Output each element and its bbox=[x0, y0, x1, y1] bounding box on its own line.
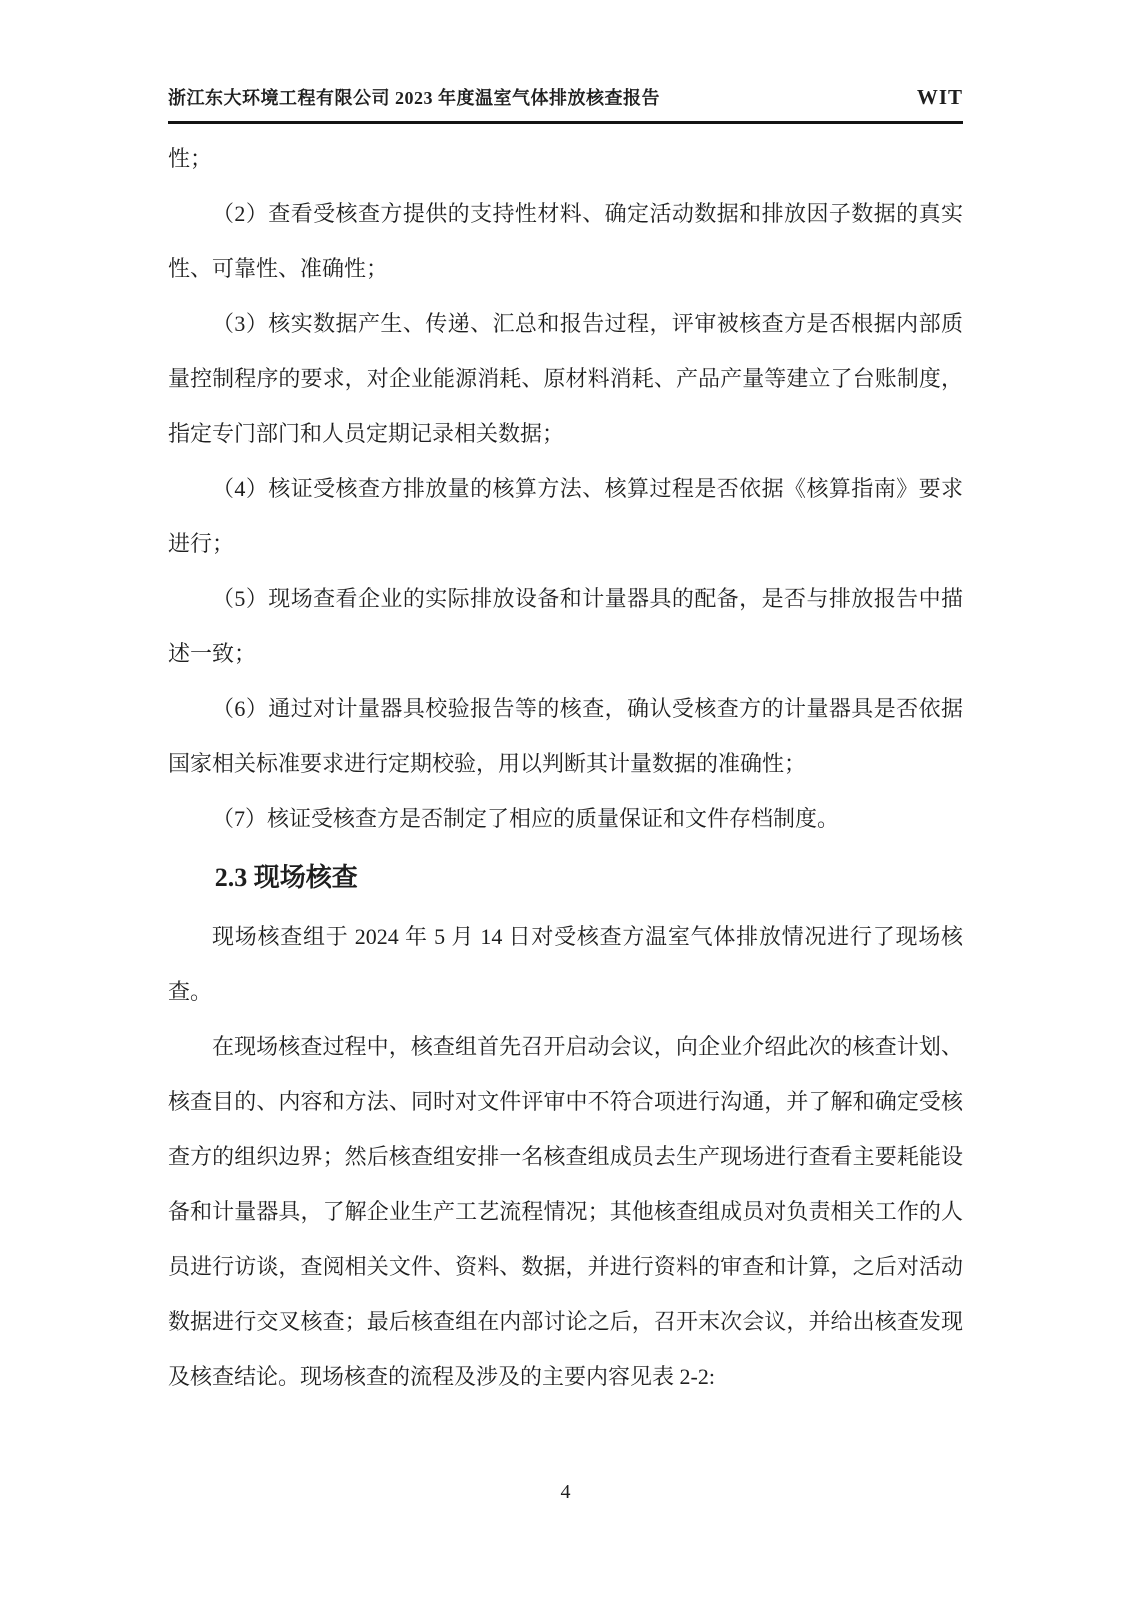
paragraph: 在现场核查过程中，核查组首先召开启动会议，向企业介绍此次的核查计划、核查目的、内容和方法、同时对文件评审中不符合项进行沟通，并了解和确定受核查方的组织边界；然后核查组安排一名核查组成员去生产现场进行查看主要耗能设备和计量器具，了解企业生产工艺流程情况；其他核查组成员对负责相关工作的人员进行访谈，查阅相关文件、资料、数据，并进行资料的审查和计算，之后对活动数据进行交叉核查；最后核查组在内部讨论之后，召开末次会议，并给出核查发现及核查结论。现场核查的流程及涉及的主要内容见表 2-2: bbox=[168, 1034, 963, 1389]
paragraph: 现场核查组于 2024 年 5 月 14 日对受核查方温室气体排放情况进行了现场核查。 bbox=[168, 924, 963, 1004]
page-header bbox=[168, 0, 963, 124]
paragraph: （4）核证受核查方排放量的核算方法、核算过程是否依据《核算指南》要求进行； bbox=[168, 476, 963, 556]
paragraph: 性； bbox=[168, 146, 213, 171]
paragraph: （7）核证受核查方是否制定了相应的质量保证和文件存档制度。 bbox=[212, 806, 840, 831]
document-body bbox=[168, 131, 963, 1404]
paragraph: （5）现场查看企业的实际排放设备和计量器具的配备，是否与排放报告中描述一致； bbox=[168, 586, 963, 666]
page-footer bbox=[0, 1481, 1131, 1504]
section-heading: 2.3 现场核查 bbox=[214, 863, 358, 892]
paragraph: （3）核实数据产生、传递、汇总和报告过程，评审被核查方是否根据内部质量控制程序的要求，对企业能源消耗、原材料消耗、产品产量等建立了台账制度，指定专门部门和人员定期记录相关数据； bbox=[168, 311, 963, 446]
header-logo: WIT bbox=[916, 85, 963, 109]
paragraph: （2）查看受核查方提供的支持性材料、确定活动数据和排放因子数据的真实性、可靠性、准确性； bbox=[168, 201, 963, 281]
paragraph: （6）通过对计量器具校验报告等的核查，确认受核查方的计量器具是否依据国家相关标准要求进行定期校验，用以判断其计量数据的准确性； bbox=[168, 696, 963, 776]
page-number: 4 bbox=[560, 1481, 571, 1503]
header-title: 浙江东大环境工程有限公司 2023 年度温室气体排放核查报告 bbox=[168, 88, 660, 108]
